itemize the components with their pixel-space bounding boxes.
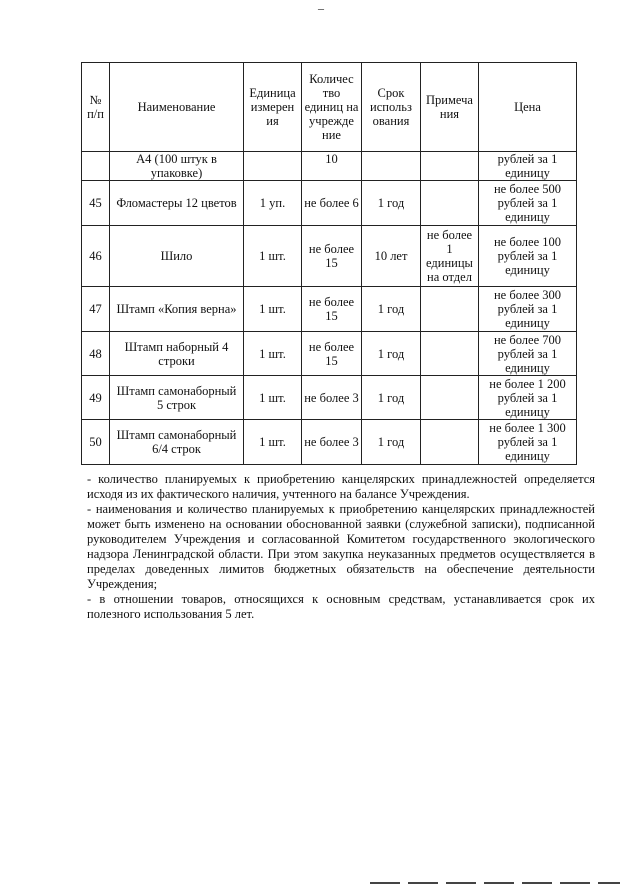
- header-term: Срок использ ования: [362, 63, 421, 152]
- cell-price: не более 700 рублей за 1 единицу: [479, 332, 577, 376]
- cell-price: не более 300 рублей за 1 единицу: [479, 287, 577, 332]
- cell-qty: не более 3: [302, 376, 362, 420]
- cell-unit: 1 шт.: [244, 332, 302, 376]
- cell-name: Фломастеры 12 цветов: [110, 181, 244, 226]
- table-row: [82, 376, 577, 420]
- cell-qty: не более 6: [302, 181, 362, 226]
- cell-term: 10 лет: [362, 226, 421, 287]
- header-price: Цена: [479, 63, 577, 152]
- page-number-mark: –: [318, 1, 324, 15]
- cell-name: Шило: [110, 226, 244, 287]
- cell-note: [421, 332, 479, 376]
- header-qty: Количес тво единиц на учрежде ние: [302, 63, 362, 152]
- cell-term: 1 год: [362, 287, 421, 332]
- cell-qty: не более 15: [302, 332, 362, 376]
- cell-term: 1 год: [362, 420, 421, 465]
- cell-name: А4 (100 штук в упаковке): [110, 152, 244, 181]
- cell-note: не более 1 единицы на отдел: [421, 226, 479, 287]
- header-note: Примеча ния: [421, 63, 479, 152]
- cell-price: рублей за 1 единицу: [479, 152, 577, 181]
- note-paragraph: - количество планируемых к приобретению канцелярских принадлежностей определяется исходя из их фактического наличия, учтенного на балансе Учреждения.: [87, 472, 595, 501]
- cell-term: 1 год: [362, 332, 421, 376]
- cell-name: Штамп самонаборный 6/4 строк: [110, 420, 244, 465]
- cell-term: 1 год: [362, 376, 421, 420]
- cell-unit: [244, 152, 302, 181]
- cell-name: Штамп самонаборный 5 строк: [110, 376, 244, 420]
- cell-note: [421, 287, 479, 332]
- cell-unit: 1 шт.: [244, 420, 302, 465]
- cell-note: [421, 181, 479, 226]
- cell-num: 45: [82, 181, 110, 226]
- table-row: [82, 332, 577, 376]
- cell-num: 49: [82, 376, 110, 420]
- table-row: [82, 181, 577, 226]
- note-paragraph: - в отношении товаров, относящихся к основным средствам, устанавливается срок их полезного использования 5 лет.: [87, 592, 595, 621]
- note-paragraph: - наименования и количество планируемых к приобретению канцелярских принадлежностей может быть изменено на основании обоснованной заявки (служебной записки), подписанной руководителем Учреждения и согласованной Комитетом государственного экологического надзора Ленинградской области. При этом закупка неуказанных предметов осуществляется в пределах доведенных лимитов бюджетных обязательств на обеспечение деятельности Учреждения;: [87, 502, 595, 591]
- stationery-table: [81, 62, 577, 465]
- cell-unit: 1 шт.: [244, 376, 302, 420]
- cell-num: [82, 152, 110, 181]
- cell-qty: не более 15: [302, 287, 362, 332]
- cell-num: 46: [82, 226, 110, 287]
- cell-unit: 1 шт.: [244, 287, 302, 332]
- cell-name: Штамп наборный 4 строки: [110, 332, 244, 376]
- cell-price: не более 1 200 рублей за 1 единицу: [479, 376, 577, 420]
- cell-qty: не более 3: [302, 420, 362, 465]
- table-header-row: [82, 63, 577, 152]
- cell-unit: 1 уп.: [244, 181, 302, 226]
- table-row: [82, 420, 577, 465]
- cell-note: [421, 152, 479, 181]
- cell-price: не более 1 300 рублей за 1 единицу: [479, 420, 577, 465]
- cell-price: не более 100 рублей за 1 единицу: [479, 226, 577, 287]
- cell-note: [421, 420, 479, 465]
- cell-unit: 1 шт.: [244, 226, 302, 287]
- cell-qty: не более 15: [302, 226, 362, 287]
- cell-note: [421, 376, 479, 420]
- cell-term: 1 год: [362, 181, 421, 226]
- cell-name: Штамп «Копия верна»: [110, 287, 244, 332]
- cell-num: 48: [82, 332, 110, 376]
- notes-section: [87, 472, 595, 622]
- cell-qty: 10: [302, 152, 362, 181]
- table-row: [82, 287, 577, 332]
- cell-num: 50: [82, 420, 110, 465]
- table-row: [82, 152, 577, 181]
- cell-term: [362, 152, 421, 181]
- table-row: [82, 226, 577, 287]
- header-unit: Единица измерен ия: [244, 63, 302, 152]
- cell-price: не более 500 рублей за 1 единицу: [479, 181, 577, 226]
- header-num: № п/п: [82, 63, 110, 152]
- cell-num: 47: [82, 287, 110, 332]
- footer-scan-lines: [370, 882, 620, 884]
- header-name: Наименование: [110, 63, 244, 152]
